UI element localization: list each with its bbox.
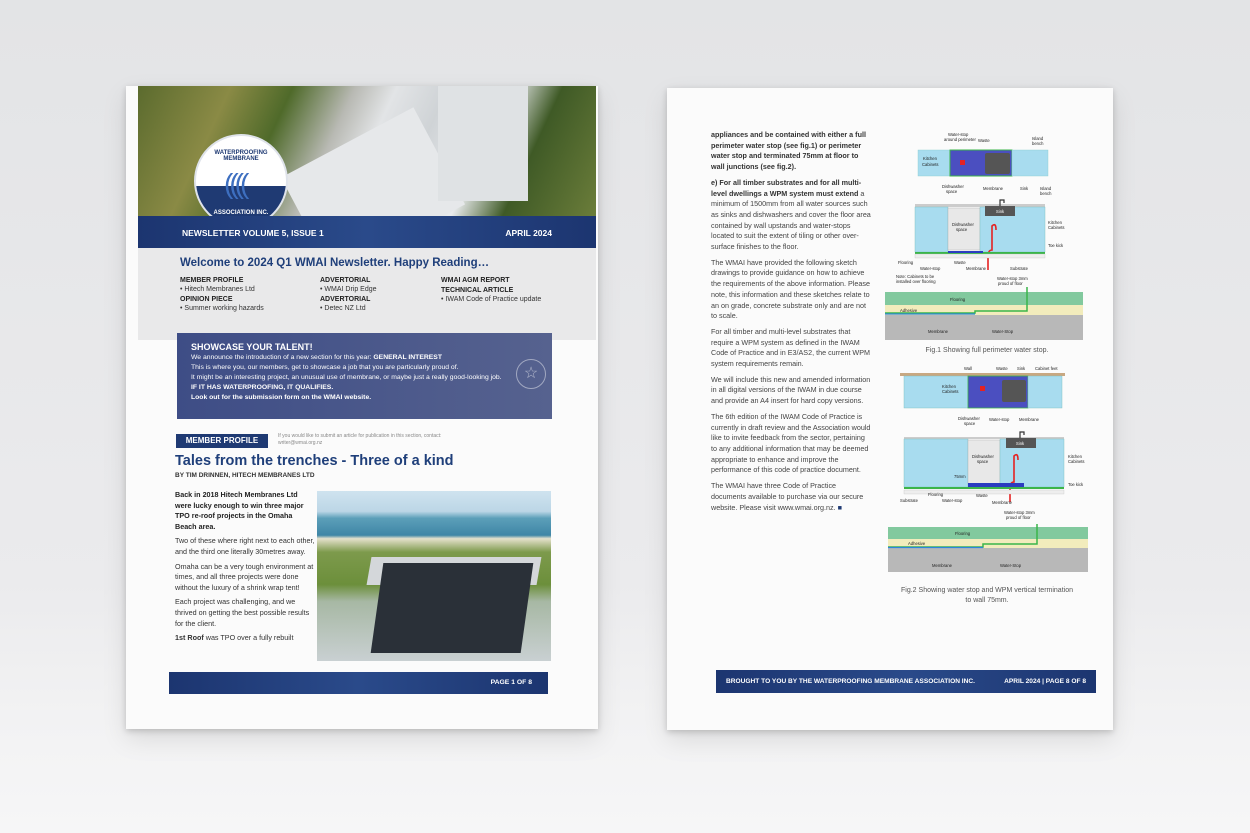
fig-label: Cabinets bbox=[922, 162, 939, 167]
contents-heading: WMAI AGM REPORT bbox=[441, 277, 510, 284]
paragraph-text: was TPO over a fully rebuilt bbox=[203, 633, 294, 643]
contents-heading: OPINION PIECE bbox=[180, 296, 233, 303]
contents-column-3 bbox=[441, 274, 541, 303]
article-paragraph bbox=[711, 481, 871, 513]
fig-label: 75mm bbox=[954, 474, 966, 479]
fig-label: Dishwasher bbox=[958, 416, 980, 421]
showcase-line: Look out for the submission form on the WMAI website. bbox=[191, 394, 372, 401]
newsletter-page-8 bbox=[667, 88, 1113, 730]
fig-label: Waste bbox=[996, 366, 1008, 371]
fig-label: Membrane bbox=[1019, 417, 1040, 422]
figures bbox=[880, 130, 1095, 610]
newsletter-date: APRIL 2024 bbox=[505, 228, 552, 238]
page-footer bbox=[716, 670, 1096, 693]
contents-item[interactable]: • IWAM Code of Practice update bbox=[441, 296, 542, 303]
article-paragraph: The 6th edition of the IWAM Code of Practice is currently in draft review and the Association would like to invite feedback from the sector, pertaining to any additional information that may be deemed appropriate to enhance and improve the performance of this code of practice document. bbox=[711, 411, 871, 475]
article-body bbox=[175, 490, 315, 648]
fig1-side-view bbox=[898, 186, 1065, 271]
fig-label: Adhesive bbox=[900, 308, 918, 313]
showcase-title: SHOWCASE YOUR TALENT! bbox=[191, 342, 313, 352]
fig2-side-view bbox=[900, 432, 1085, 505]
article-title: Tales from the trenches - Three of a kind bbox=[175, 453, 454, 469]
article-paragraph: Two of these where right next to each other, and the third one literally 30metres away. bbox=[175, 536, 315, 556]
photo-house bbox=[371, 563, 534, 653]
hero-aerial-photo bbox=[138, 86, 596, 216]
fig-label: Kitchen bbox=[942, 384, 956, 389]
fig-label: installed over flooring bbox=[896, 279, 936, 284]
fig-label: Flooring bbox=[955, 531, 971, 536]
article-paragraph: Back in 2018 Hitech Membranes Ltd were lucky enough to win three major TPO re-roof projects in the Omaha Beach area. bbox=[175, 490, 304, 531]
contents-item[interactable]: • Detec NZ Ltd bbox=[320, 305, 366, 312]
welcome-heading: Welcome to 2024 Q1 WMAI Newsletter. Happy Reading… bbox=[180, 257, 490, 269]
wmai-logo bbox=[194, 134, 288, 216]
article-paragraph: Each project was challenging, and we thrived on getting the best possible results for the client. bbox=[175, 597, 310, 628]
paragraph-text: a minimum of 1500mm from all water sources such as sinks and dishwashers and cover the floor area contained by wall upstands and water-stops located to suit the extent of tiling or other over-surface finishes to the floor. bbox=[711, 188, 871, 252]
fig-label: Island bbox=[1040, 186, 1052, 191]
footer-page: APRIL 2024 | PAGE 8 OF 8 bbox=[1004, 678, 1086, 685]
fig-label: around perimeter bbox=[944, 137, 976, 142]
fig-label: Adhesive bbox=[908, 541, 926, 546]
showcase-line: This is where you, our members, get to showcase a job that you are particularly proud of. bbox=[191, 364, 459, 371]
contents-heading: MEMBER PROFILE bbox=[180, 277, 244, 284]
fig-label: Wall bbox=[964, 366, 972, 371]
header-band bbox=[138, 216, 596, 248]
contents-item[interactable]: • Summer working hazards bbox=[180, 305, 264, 312]
fig-label: Note: Cabinets to be bbox=[896, 274, 935, 279]
fig-label: proud of floor bbox=[998, 281, 1023, 286]
section-badge: MEMBER PROFILE bbox=[176, 434, 268, 448]
fig-label: Substrate bbox=[900, 498, 918, 503]
fig-label: bench bbox=[1032, 141, 1044, 146]
newsletter-volume: NEWSLETTER VOLUME 5, ISSUE 1 bbox=[182, 228, 324, 238]
footer-credit: BROUGHT TO YOU BY THE WATERPROOFING MEMBRANE ASSOCIATION INC. bbox=[726, 678, 975, 685]
star-icon: ☆ bbox=[516, 359, 546, 389]
fig-label: Island bbox=[1032, 136, 1044, 141]
fig-label: Waste bbox=[954, 260, 966, 265]
fig-label: Dishwasher bbox=[972, 454, 994, 459]
showcase-line: It might be an interesting project, an unusual use of membrane, or maybe just a really good-looking job. bbox=[191, 374, 502, 381]
showcase-intro bbox=[191, 353, 538, 363]
article-paragraph: appliances and be contained with either a full perimeter water stop (see fig.1) or perimeter water stop and terminated 75mm at floor to wall junctions (see fig.2). bbox=[711, 130, 866, 172]
fig-label: Toe kick bbox=[1048, 243, 1064, 248]
fig-label: space bbox=[956, 227, 968, 232]
fig-label: Waste bbox=[978, 138, 990, 143]
roof-shape bbox=[438, 86, 528, 201]
showcase-box bbox=[177, 333, 552, 419]
fig-label: Kitchen bbox=[1048, 220, 1062, 225]
fig-label: Membrane bbox=[983, 186, 1004, 191]
fig-label: Flooring bbox=[928, 492, 944, 497]
fig-label: Sink bbox=[996, 209, 1005, 214]
submit-note: If you would like to submit an article for publication in this section, contact: writer@wmai.org.nz bbox=[278, 433, 442, 446]
fig-label: Flooring bbox=[950, 297, 966, 302]
fig-label: bench bbox=[1040, 191, 1052, 196]
fig-label: Dishwasher bbox=[952, 222, 974, 227]
fig-label: Water-stop bbox=[942, 498, 963, 503]
fig1-caption: Fig.1 Showing full perimeter water stop. bbox=[925, 347, 1049, 354]
fig-label: proud of floor bbox=[1006, 515, 1031, 520]
article-paragraph bbox=[711, 178, 871, 253]
intro-text: We announce the introduction of a new section for this year: bbox=[191, 354, 374, 361]
article-paragraph bbox=[175, 633, 315, 644]
article-paragraph: We will include this new and amended information in all digital versions of the IWAM in due course and provide an A4 insert for hard copy versions. bbox=[711, 374, 871, 406]
fig2-caption: Fig.2 Showing water stop and WPM vertical termination bbox=[901, 587, 1073, 594]
fig-label: Cabinet feet bbox=[1035, 366, 1058, 371]
contents-item[interactable]: • WMAI Drip Edge bbox=[320, 286, 377, 293]
newsletter-page-1 bbox=[126, 86, 598, 729]
fig-label: Cabinets bbox=[1068, 459, 1085, 464]
article-paragraph: For all timber and multi-level substrates that require a WPM system as defined in the IWAM Code of Practice and in E3/AS2, the current WPM system requirements remain. bbox=[711, 326, 870, 369]
fig-label: space bbox=[977, 459, 989, 464]
fig2-section bbox=[888, 510, 1088, 604]
fig1-top-view bbox=[918, 132, 1048, 194]
fig-label: Cabinets bbox=[1048, 225, 1065, 230]
fig-label: Cabinets bbox=[942, 389, 959, 394]
fig-label: Water-stop 3mm bbox=[1004, 510, 1035, 515]
fig2-top-view bbox=[900, 366, 1065, 426]
article-paragraph: The WMAI have provided the following sketch drawings to provide guidance on how to achieve the requirements of the above information. Please note, this information and these sketches relate to an on grade, concrete substrate only and are not to scale. bbox=[711, 257, 871, 321]
fig-label: Sink bbox=[1016, 441, 1025, 446]
contents-column-1 bbox=[180, 274, 264, 312]
intro-bold: GENERAL INTEREST bbox=[373, 354, 442, 361]
fig-label: Kitchen bbox=[1068, 454, 1082, 459]
fig-label: Waste bbox=[976, 493, 988, 498]
fig-label: Membrane bbox=[992, 500, 1013, 505]
fig-label: Flooring bbox=[898, 260, 914, 265]
fig1-section bbox=[885, 274, 1083, 354]
contents-heading: TECHNICAL ARTICLE bbox=[441, 287, 514, 294]
fig-label: Membrane bbox=[966, 266, 987, 271]
contents-heading: ADVERTORIAL bbox=[320, 277, 371, 284]
page-footer: PAGE 1 OF 8 bbox=[169, 672, 548, 694]
fig-label: Membrane bbox=[932, 563, 953, 568]
fig-label: space bbox=[964, 421, 976, 426]
paragraph-text: The WMAI have three Code of Practice documents available to purchase via our secure website. Please visit www.wmai.org.nz. bbox=[711, 481, 864, 512]
contents-heading: ADVERTORIAL bbox=[320, 296, 371, 303]
fig-label: Water-stop 3mm bbox=[997, 276, 1028, 281]
fig2-caption: to wall 75mm. bbox=[965, 597, 1009, 604]
wave-icon: (((( bbox=[224, 168, 246, 199]
fig-label: Water-Stop bbox=[1000, 563, 1022, 568]
fig-label: Kitchen bbox=[923, 156, 937, 161]
fig-label: space bbox=[946, 189, 958, 194]
bold-lead: 1st Roof bbox=[175, 633, 204, 643]
fig-label: Dishwasher bbox=[942, 184, 964, 189]
logo-bottom-text: ASSOCIATION INC. bbox=[213, 210, 269, 216]
fig-label: Substrate bbox=[1010, 266, 1028, 271]
contents-item[interactable]: • Hitech Membranes Ltd bbox=[180, 286, 255, 293]
fig-label: Water-Stop bbox=[992, 329, 1014, 334]
logo-top-text: WATERPROOFING MEMBRANE bbox=[214, 150, 268, 162]
bold-text: e) For all timber substrates and for all multi-level dwellings a WPM system must extend bbox=[711, 177, 862, 198]
fig-label: Water-stop bbox=[948, 132, 969, 137]
fig-label: Sink bbox=[1020, 186, 1029, 191]
fig-label: Water-stop bbox=[920, 266, 941, 271]
showcase-line: IF IT HAS WATERPROOFING, IT QUALIFIES. bbox=[191, 384, 334, 391]
fig-label: Sink bbox=[1017, 366, 1026, 371]
article-body bbox=[711, 130, 871, 518]
beach-house-photo bbox=[317, 491, 551, 661]
fig-label: Membrane bbox=[928, 329, 949, 334]
end-mark-icon: ■ bbox=[837, 502, 842, 512]
fig-label: Water-stop bbox=[989, 417, 1010, 422]
contents-column-2 bbox=[320, 274, 377, 312]
fig-label: Toe kick bbox=[1068, 482, 1084, 487]
article-paragraph: Omaha can be a very tough environment at times, and all three projects were done without the luxury of a shrink wrap tent! bbox=[175, 561, 314, 592]
article-byline: BY TIM DRINNEN, HITECH MEMBRANES LTD bbox=[175, 472, 315, 479]
